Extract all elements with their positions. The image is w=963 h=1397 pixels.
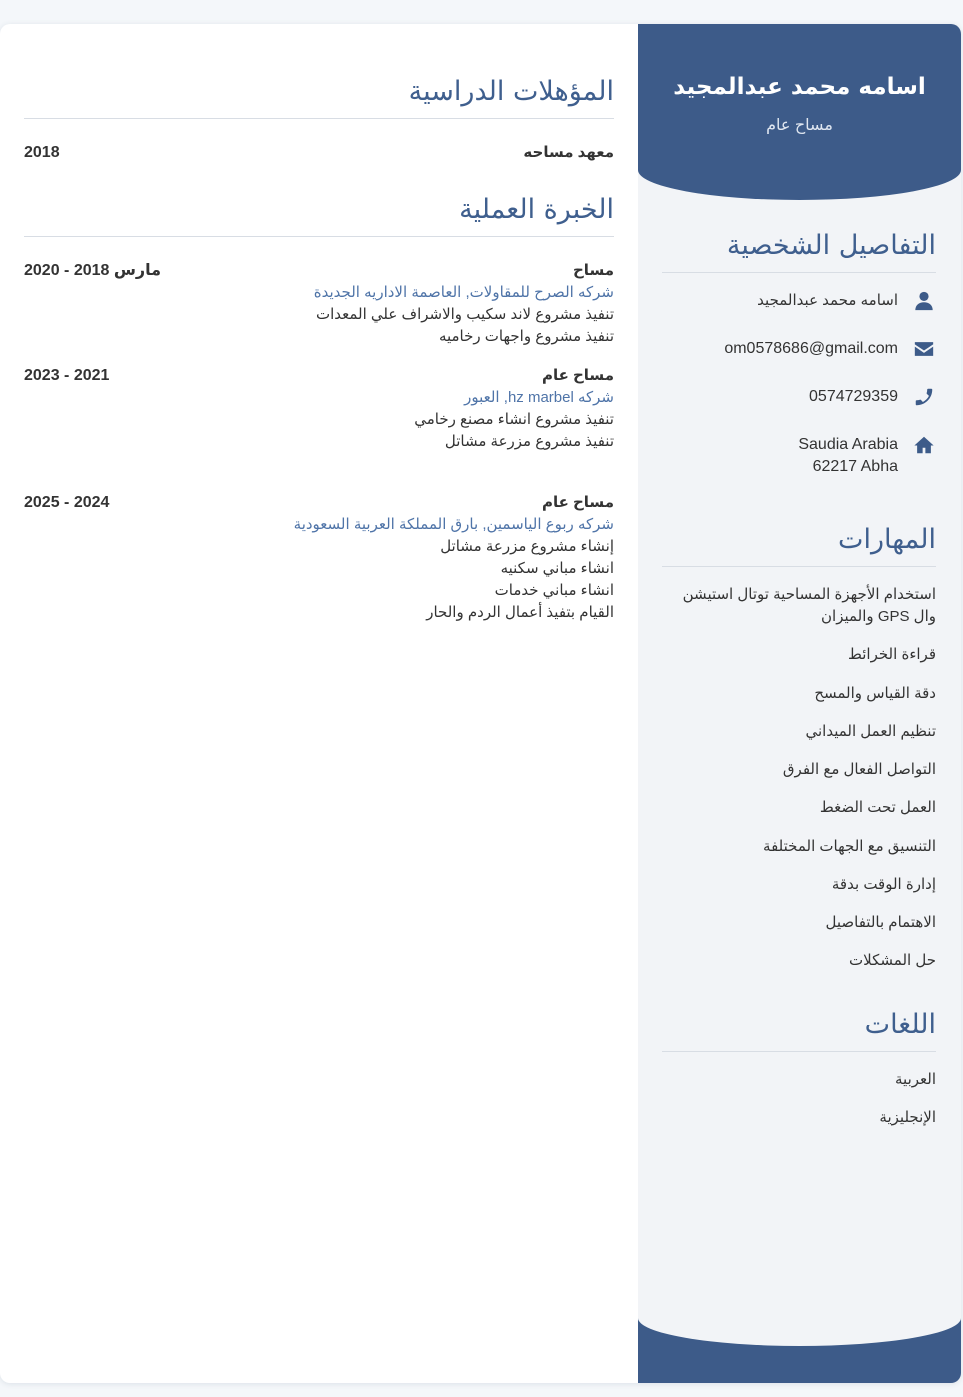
job-task: تنفيذ مشروع مزرعة مشاتل <box>444 433 614 450</box>
job-task: تنفيذ مشروع لاند سكيب والاشراف علي المعدات <box>315 306 614 323</box>
skill-item: قراءة الخرائط <box>848 646 936 664</box>
skill-item: استخدام الأجهزة المساحية توتال استيشن وال GPS والميزان <box>682 586 936 625</box>
contact-phone: 0574729359 <box>809 388 898 405</box>
job-company: شركه ربوع الياسمين, بارق المملكة العربية السعودية <box>293 516 614 533</box>
job-entry <box>24 492 614 624</box>
skill-item: التنسيق مع الجهات المختلفة <box>763 837 936 855</box>
job-company: شركه hz marbel, العبور <box>464 389 614 406</box>
contact-item-email <box>662 338 936 360</box>
main-content <box>0 24 638 1383</box>
sidebar-footer-decoration <box>638 1318 961 1383</box>
contact-list <box>662 290 936 504</box>
languages-heading: اللغات <box>662 1005 936 1052</box>
job-company: شركه الصرح للمقاولات, العاصمة الاداريه الجديدة <box>313 284 614 301</box>
skill-item: الاهتمام بالتفاصيل <box>825 914 936 931</box>
contact-item-name <box>662 290 936 312</box>
job-header <box>24 260 614 282</box>
education-institution: معهد مساحه <box>523 144 614 161</box>
job-title: مساح عام <box>541 367 614 384</box>
job-entry <box>24 365 614 453</box>
job-task-list <box>24 536 614 624</box>
skill-item: تنظيم العمل الميداني <box>805 722 936 740</box>
address-city: 62217 Abha <box>812 458 898 475</box>
job-task-list <box>24 409 614 453</box>
skill-item: حل المشكلات <box>849 952 936 970</box>
contact-item-phone <box>662 386 936 408</box>
phone-icon <box>912 386 936 408</box>
job-period: 2024 - 2025 <box>24 494 110 511</box>
sidebar-body <box>638 200 961 1145</box>
address-country: Saudia Arabia <box>798 436 898 453</box>
language-item: العربية <box>895 1070 936 1088</box>
sidebar <box>638 24 961 1383</box>
contact-item-address <box>662 434 936 478</box>
education-year: 2018 <box>24 144 60 161</box>
job-task: إنشاء مشروع مزرعة مشاتل <box>440 538 614 555</box>
skill-item: دقة القياس والمسح <box>814 684 936 702</box>
job-task: انشاء مباني سكنيه <box>500 560 614 577</box>
contact-full-name: اسامه محمد عبدالمجيد <box>757 292 898 309</box>
envelope-icon <box>912 338 936 360</box>
personal-details-heading: التفاصيل الشخصية <box>662 226 936 273</box>
job-entry <box>24 260 614 348</box>
user-icon <box>912 290 936 312</box>
sidebar-footer-curve <box>638 1318 961 1346</box>
job-title: مساح <box>573 262 614 279</box>
education-entry <box>24 142 614 164</box>
contact-email: om0578686@gmail.com <box>724 340 898 357</box>
contact-address <box>798 434 898 478</box>
languages-list <box>662 1069 936 1146</box>
skill-item: التواصل الفعال مع الفرق <box>782 761 936 778</box>
job-task: تنفيذ مشروع انشاء مصنع رخامي <box>414 411 614 428</box>
job-task: القيام بتفيذ أعمال الردم والحار <box>426 604 614 621</box>
profile-job-title: مساح عام <box>766 117 833 134</box>
profile-name: اسامه محمد عبدالمجيد <box>673 74 926 100</box>
home-icon <box>912 434 936 456</box>
skill-item: العمل تحت الضغط <box>819 799 936 817</box>
job-period: 2021 - 2023 <box>24 367 110 384</box>
skills-list <box>662 584 936 989</box>
language-item: الإنجليزية <box>879 1108 936 1126</box>
resume-card <box>0 24 961 1383</box>
job-task: تنفيذ مشروع واجهات رخاميه <box>438 328 614 345</box>
job-task: انشاء مباني خدمات <box>494 582 614 599</box>
skills-heading: المهارات <box>662 520 936 567</box>
job-header <box>24 492 614 514</box>
skill-item: إدارة الوقت بدقة <box>831 875 936 893</box>
job-task-list <box>24 304 614 348</box>
experience-heading: الخبرة العملية <box>24 190 614 237</box>
education-heading: المؤهلات الدراسية <box>24 72 614 119</box>
profile-header <box>638 24 961 200</box>
job-period: مارس 2018 - 2020 <box>24 262 162 279</box>
job-header <box>24 365 614 387</box>
job-title: مساح عام <box>541 494 614 511</box>
